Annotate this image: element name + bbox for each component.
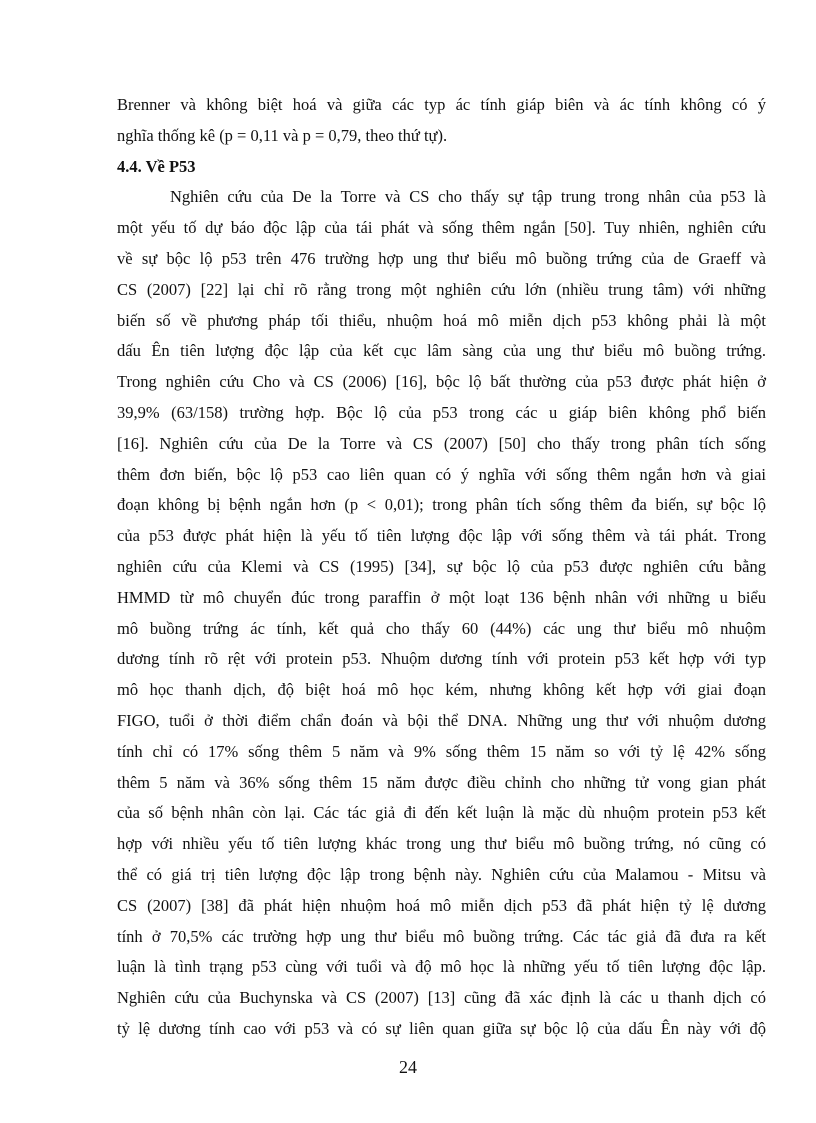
text-line: Trong nghiên cứu Cho và CS (2006) [16], bộc lộ bất thường của p53 được phát hiện ở (117, 372, 766, 392)
text-line: một yếu tố dự báo độc lập của tái phát và sống thêm ngắn [50]. Tuy nhiên, nghiên cứu (117, 218, 766, 238)
text-line: CS (2007) [38] đã phát hiện nhuộm hoá mô miễn dịch p53 đã phát hiện tỷ lệ dương (117, 895, 766, 915)
text-line: Nghiên cứu của Buchynska và CS (2007) [13] cũng đã xác định là các u thanh dịch có (117, 988, 766, 1008)
text-line: mô buồng trứng ác tính, kết quả cho thấy 60 (44%) các ung thư biểu mô nhuộm (117, 618, 766, 638)
text-line: Nghiên cứu của De la Torre và CS cho thấy sự tập trung trong nhân của p53 là (170, 187, 766, 207)
text-line: nghĩa thống kê (p = 0,11 và p = 0,79, theo thứ tự). (117, 125, 448, 145)
text-line: tỷ lệ dương tính cao với p53 và có sự liên quan giữa sự bộc lộ của dấu Ên này với độ (117, 1018, 766, 1038)
text-line: của p53 được phát hiện là yếu tố tiên lượng độc lập với sống thêm và tái phát. Trong (117, 526, 766, 546)
text-line: dấu Ên tiên lượng độc lập của kết cục lâm sàng của ung thư biểu mô buồng trứng. (117, 341, 766, 361)
text-line: HMMD từ mô chuyển đúc trong paraffin ở một loạt 136 bệnh nhân với những u biểu (117, 587, 766, 607)
text-line: dương tính rõ rệt với protein p53. Nhuộm dương tính với protein p53 kết hợp với typ (117, 649, 766, 669)
text-line: luận là tình trạng p53 cùng với tuổi và độ mô học là những yếu tố tiên lượng độc lập. (117, 957, 766, 977)
text-line: tính chỉ có 17% sống thêm 5 năm và 9% sống thêm 15 năm so với tỷ lệ 42% sống (117, 741, 766, 761)
text-line: tính ở 70,5% các trường hợp ung thư biểu mô buồng trứng. Các tác giả đã đưa ra kết (117, 926, 766, 946)
document-page (117, 90, 766, 1045)
text-line: nghiên cứu của Klemi và CS (1995) [34], sự bộc lộ của p53 được nghiên cứu bằng (117, 556, 766, 576)
text-line: mô học thanh dịch, độ biệt hoá mô học kém, nhưng không kết hợp với giai đoạn (117, 680, 766, 700)
text-line: biến số về phương pháp tối thiểu, nhuộm hoá mô miễn dịch p53 không phải là một (117, 310, 766, 330)
text-line: đoạn không bị bệnh ngắn hơn (p < 0,01); trong phân tích sống thêm đa biến, sự bộc lộ (117, 495, 766, 515)
text-line: [16]. Nghiên cứu của De la Torre và CS (2007) [50] cho thấy trong phân tích sống (117, 433, 766, 453)
text-line: thêm đơn biến, bộc lộ p53 cao liên quan có ý nghĩa với sống thêm ngắn hơn và giai (117, 464, 766, 484)
text-line: CS (2007) [22] lại chỉ rõ rằng trong một nghiên cứu lớn (nhiều trung tâm) với những (117, 279, 766, 299)
text-line: 39,9% (63/158) trường hợp. Bộc lộ của p53 trong các u giáp biên không phổ biến (117, 402, 766, 422)
text-line: Brenner và không biệt hoá và giữa các typ ác tính giáp biên và ác tính không có ý (117, 95, 766, 114)
text-line: thể có giá trị tiên lượng độc lập trong bệnh này. Nghiên cứu của Malamou - Mitsu và (117, 864, 766, 884)
text-line: hợp với nhiều yếu tố tiên lượng khác trong ung thư biểu mô buồng trứng, nó cũng có (117, 834, 766, 854)
text-line: thêm 5 năm và 36% sống thêm 15 năm được điều chỉnh cho những tử vong gian phát (117, 772, 766, 792)
text-line: về sự bộc lộ p53 trên 476 trường hợp ung thư biểu mô buồng trứng của de Graeff và (117, 248, 766, 268)
text-line: của số bệnh nhân còn lại. Các tác giả đi đến kết luận là mặc dù nhuộm protein p53 kết (117, 803, 766, 823)
page-number: 24 (399, 1057, 417, 1077)
text-line: FIGO, tuổi ở thời điểm chẩn đoán và bội thể DNA. Những ung thư với nhuộm dương (117, 710, 766, 730)
section-heading: 4.4. Về P53 (117, 156, 196, 176)
